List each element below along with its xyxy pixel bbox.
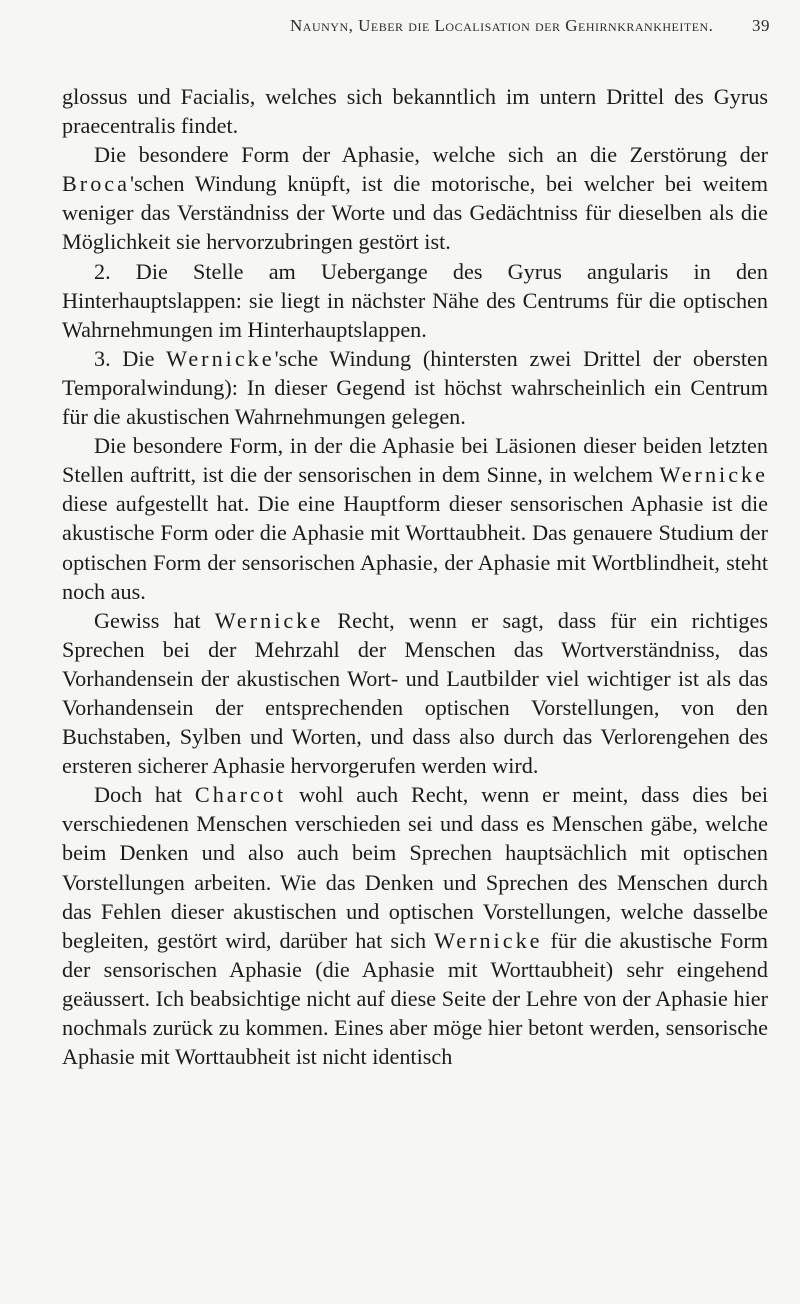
author-name: Wernicke	[214, 607, 324, 633]
running-head-title: Naunyn, Ueber die Localisation der Gehirnkrankheiten.	[290, 16, 714, 35]
paragraph	[62, 140, 768, 256]
paragraph-text: 'schen Windung knüpft, ist die motorische, bei welcher bei weitem weniger das Verständniss der Worte und das Gedächtniss für dieselben als die Möglichkeit sie hervorzubringen gestört ist.	[62, 171, 768, 255]
body-text	[62, 82, 768, 1071]
page-number: 39	[752, 16, 770, 35]
paragraph	[62, 82, 768, 140]
paragraph-text: glossus und Facialis, welches sich bekanntlich im untern Drittel des Gyrus praecentralis findet.	[62, 84, 768, 139]
paragraph-text: 2. Die Stelle am Uebergange des Gyrus angularis in den Hinterhauptslappen: sie liegt in nächster Nähe des Centrums für die optischen Wahrnehmungen im Hinterhauptslappen.	[62, 258, 768, 342]
paragraph-text: 'sche Windung (hintersten zwei Drittel der obersten Temporalwindung): In dieser Gegend ist höchst wahrscheinlich ein Centrum für die akustischen Wahrnehmungen gelegen.	[62, 345, 768, 430]
paragraph	[62, 606, 768, 781]
paragraph-text: diese aufgestellt hat. Die eine Hauptform dieser sensorischen Aphasie ist die akustische Form oder die Aphasie mit Worttaubheit. Das genauere Studium der optischen Form der sensorischen Aphasie, der Aphasie mit Wortblindheit, steht noch aus.	[62, 491, 768, 604]
paragraph	[62, 344, 768, 431]
paragraph	[62, 431, 768, 606]
paragraph-text: Recht, wenn er sagt, dass für ein richtiges Sprechen bei der Mehrzahl der Menschen das Wortverständniss, das Vorhandensein der akustischen Wort- und Lautbilder viel wichtiger ist als das Vorhandensein der entsprechenden optischen Vorstellungen, von den Buchstaben, Sylben und Worten, und dass also durch das Verlorengehen des ersteren sicherer Aphasie hervorgerufen werden wird.	[62, 607, 768, 779]
paragraph-text: Die besondere Form, in der die Aphasie bei Läsionen dieser beiden letzten Stellen auftritt, ist die der sensorischen in dem Sinne, in welchem	[62, 433, 768, 488]
author-name: Wernicke	[434, 927, 543, 953]
author-name: Broca	[62, 171, 130, 197]
paragraph-text: Doch hat	[94, 782, 195, 808]
paragraph-text: für die akustische Form der sensorischen Aphasie (die Aphasie mit Worttaubheit) sehr eingehend geäussert. Ich beabsichtige nicht auf diese Seite der Lehre von der Aphasie hier nochmals zurück zu kommen. Eines aber möge hier betont werden, sensorische Aphasie mit Worttaubheit ist nicht identisch	[62, 927, 768, 1070]
paragraph-text: wohl auch Recht, wenn er meint, dass dies bei verschiedenen Menschen verschieden sei und dass es Menschen gäbe, welche beim Denken und also auch beim Sprechen hauptsächlich mit optischen Vorstellungen arbeiten. Wie das Denken und Sprechen des Menschen durch das Fehlen dieser akustischen und optischen Vorstellungen, welche dasselbe begleiten, gestört wird, darüber hat sich	[62, 782, 768, 953]
paragraph	[62, 257, 768, 344]
author-name: Wernicke	[659, 462, 768, 488]
paragraph-text: 3. Die	[94, 345, 167, 371]
author-name: Wernicke	[166, 345, 275, 371]
paragraph-text: Die besondere Form der Aphasie, welche sich an die Zerstörung der	[94, 142, 768, 168]
author-name: Charcot	[194, 782, 287, 808]
running-head	[290, 16, 770, 44]
paragraph-text: Gewiss hat	[94, 607, 215, 633]
paragraph	[62, 780, 768, 1071]
